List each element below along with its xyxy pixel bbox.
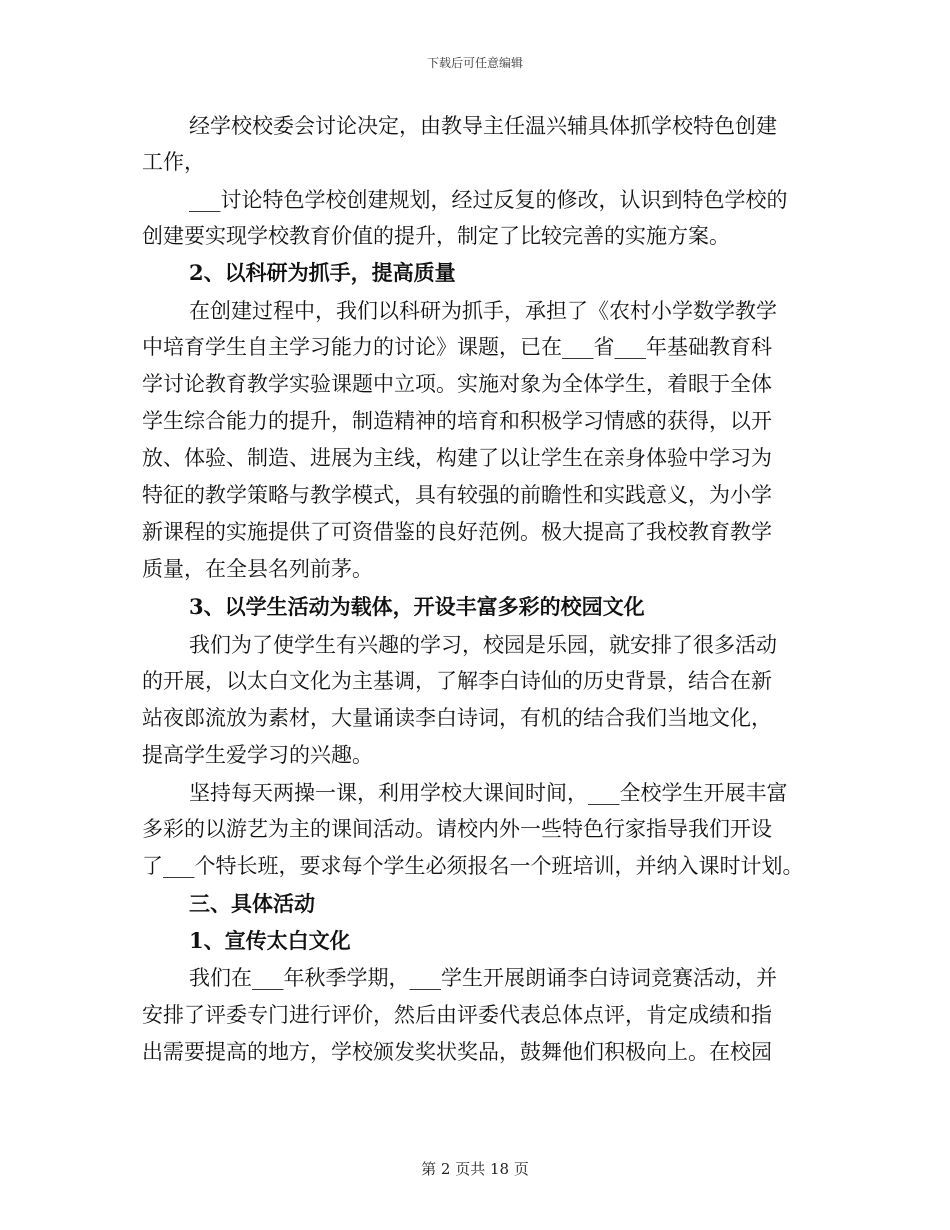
paragraph-line: 放、体验、制造、进展为主线，构建了以让学生在亲身体验中学习为 (142, 446, 772, 470)
paragraph-line: 站夜郎流放为素材，大量诵读李白诗词，有机的结合我们当地文化， (142, 706, 772, 730)
paragraph-line: 出需要提高的地方，学校颁发奖状奖品，鼓舞他们积极向上。在校园 (142, 1040, 772, 1064)
paragraph-line: 学生综合能力的提升，制造精神的培育和积极学习情感的获得，以开 (142, 409, 772, 433)
paragraph-line: 安排了评委专门进行评价，然后由评委代表总体点评，肯定成绩和指 (142, 1003, 772, 1027)
paragraph-line: 的开展，以太白文化为主基调，了解李白诗仙的历史背景，结合在新 (142, 669, 772, 693)
paragraph-line: 学讨论教育教学实验课题中立项。实施对象为全体学生，着眼于全体 (142, 372, 772, 396)
section-heading: 3、以学生活动为载体，开设丰富多彩的校园文化 (189, 594, 645, 619)
paragraph-line: 多彩的以游艺为主的课间活动。请校内外一些特色行家指导我们开设 (142, 817, 772, 841)
paragraph-line: 经学校校委会讨论决定，由教导主任温兴辅具体抓学校特色创建 (189, 114, 777, 138)
paragraph-line: 在创建过程中，我们以科研为抓手，承担了《农村小学数学教学 (189, 299, 777, 323)
paragraph-line: 了___个特长班，要求每个学生必须报名一个班培训，并纳入课时计划。 (142, 854, 804, 878)
page-footer-number: 第 2 页共 18 页 (421, 1160, 529, 1178)
section-heading: 三、具体活动 (189, 891, 315, 916)
section-heading: 1、宣传太白文化 (189, 928, 351, 953)
paragraph-line: ___讨论特色学校创建规划，经过反复的修改，认识到特色学校的 (189, 188, 788, 212)
paragraph-line: 工作， (142, 150, 205, 174)
paragraph-line: 新课程的实施提供了可资借鉴的良好范例。极大提高了我校教育教学 (142, 520, 772, 544)
page-header-note: 下载后可任意编辑 (426, 56, 523, 70)
paragraph-line: 我们为了使学生有兴趣的学习，校园是乐园，就安排了很多活动 (189, 633, 777, 657)
paragraph-line: 特征的教学策略与教学模式，具有较强的前瞻性和实践意义，为小学 (142, 483, 772, 507)
paragraph-line: 创建要实现学校教育价值的提升，制定了比较完善的实施方案。 (142, 224, 730, 248)
paragraph-line: 提高学生爱学习的兴趣。 (142, 743, 373, 767)
section-heading: 2、以科研为抓手，提高质量 (189, 260, 456, 285)
paragraph-line: 中培育学生自主学习能力的讨论》课题，已在___省___年基础教育科 (142, 335, 772, 359)
paragraph-line: 坚持每天两操一课，利用学校大课间时间，___全校学生开展丰富 (189, 781, 788, 805)
paragraph-line: 我们在___年秋季学期，___学生开展朗诵李白诗词竞赛活动，并 (189, 966, 777, 990)
paragraph-line: 质量，在全县名列前茅。 (142, 557, 373, 581)
